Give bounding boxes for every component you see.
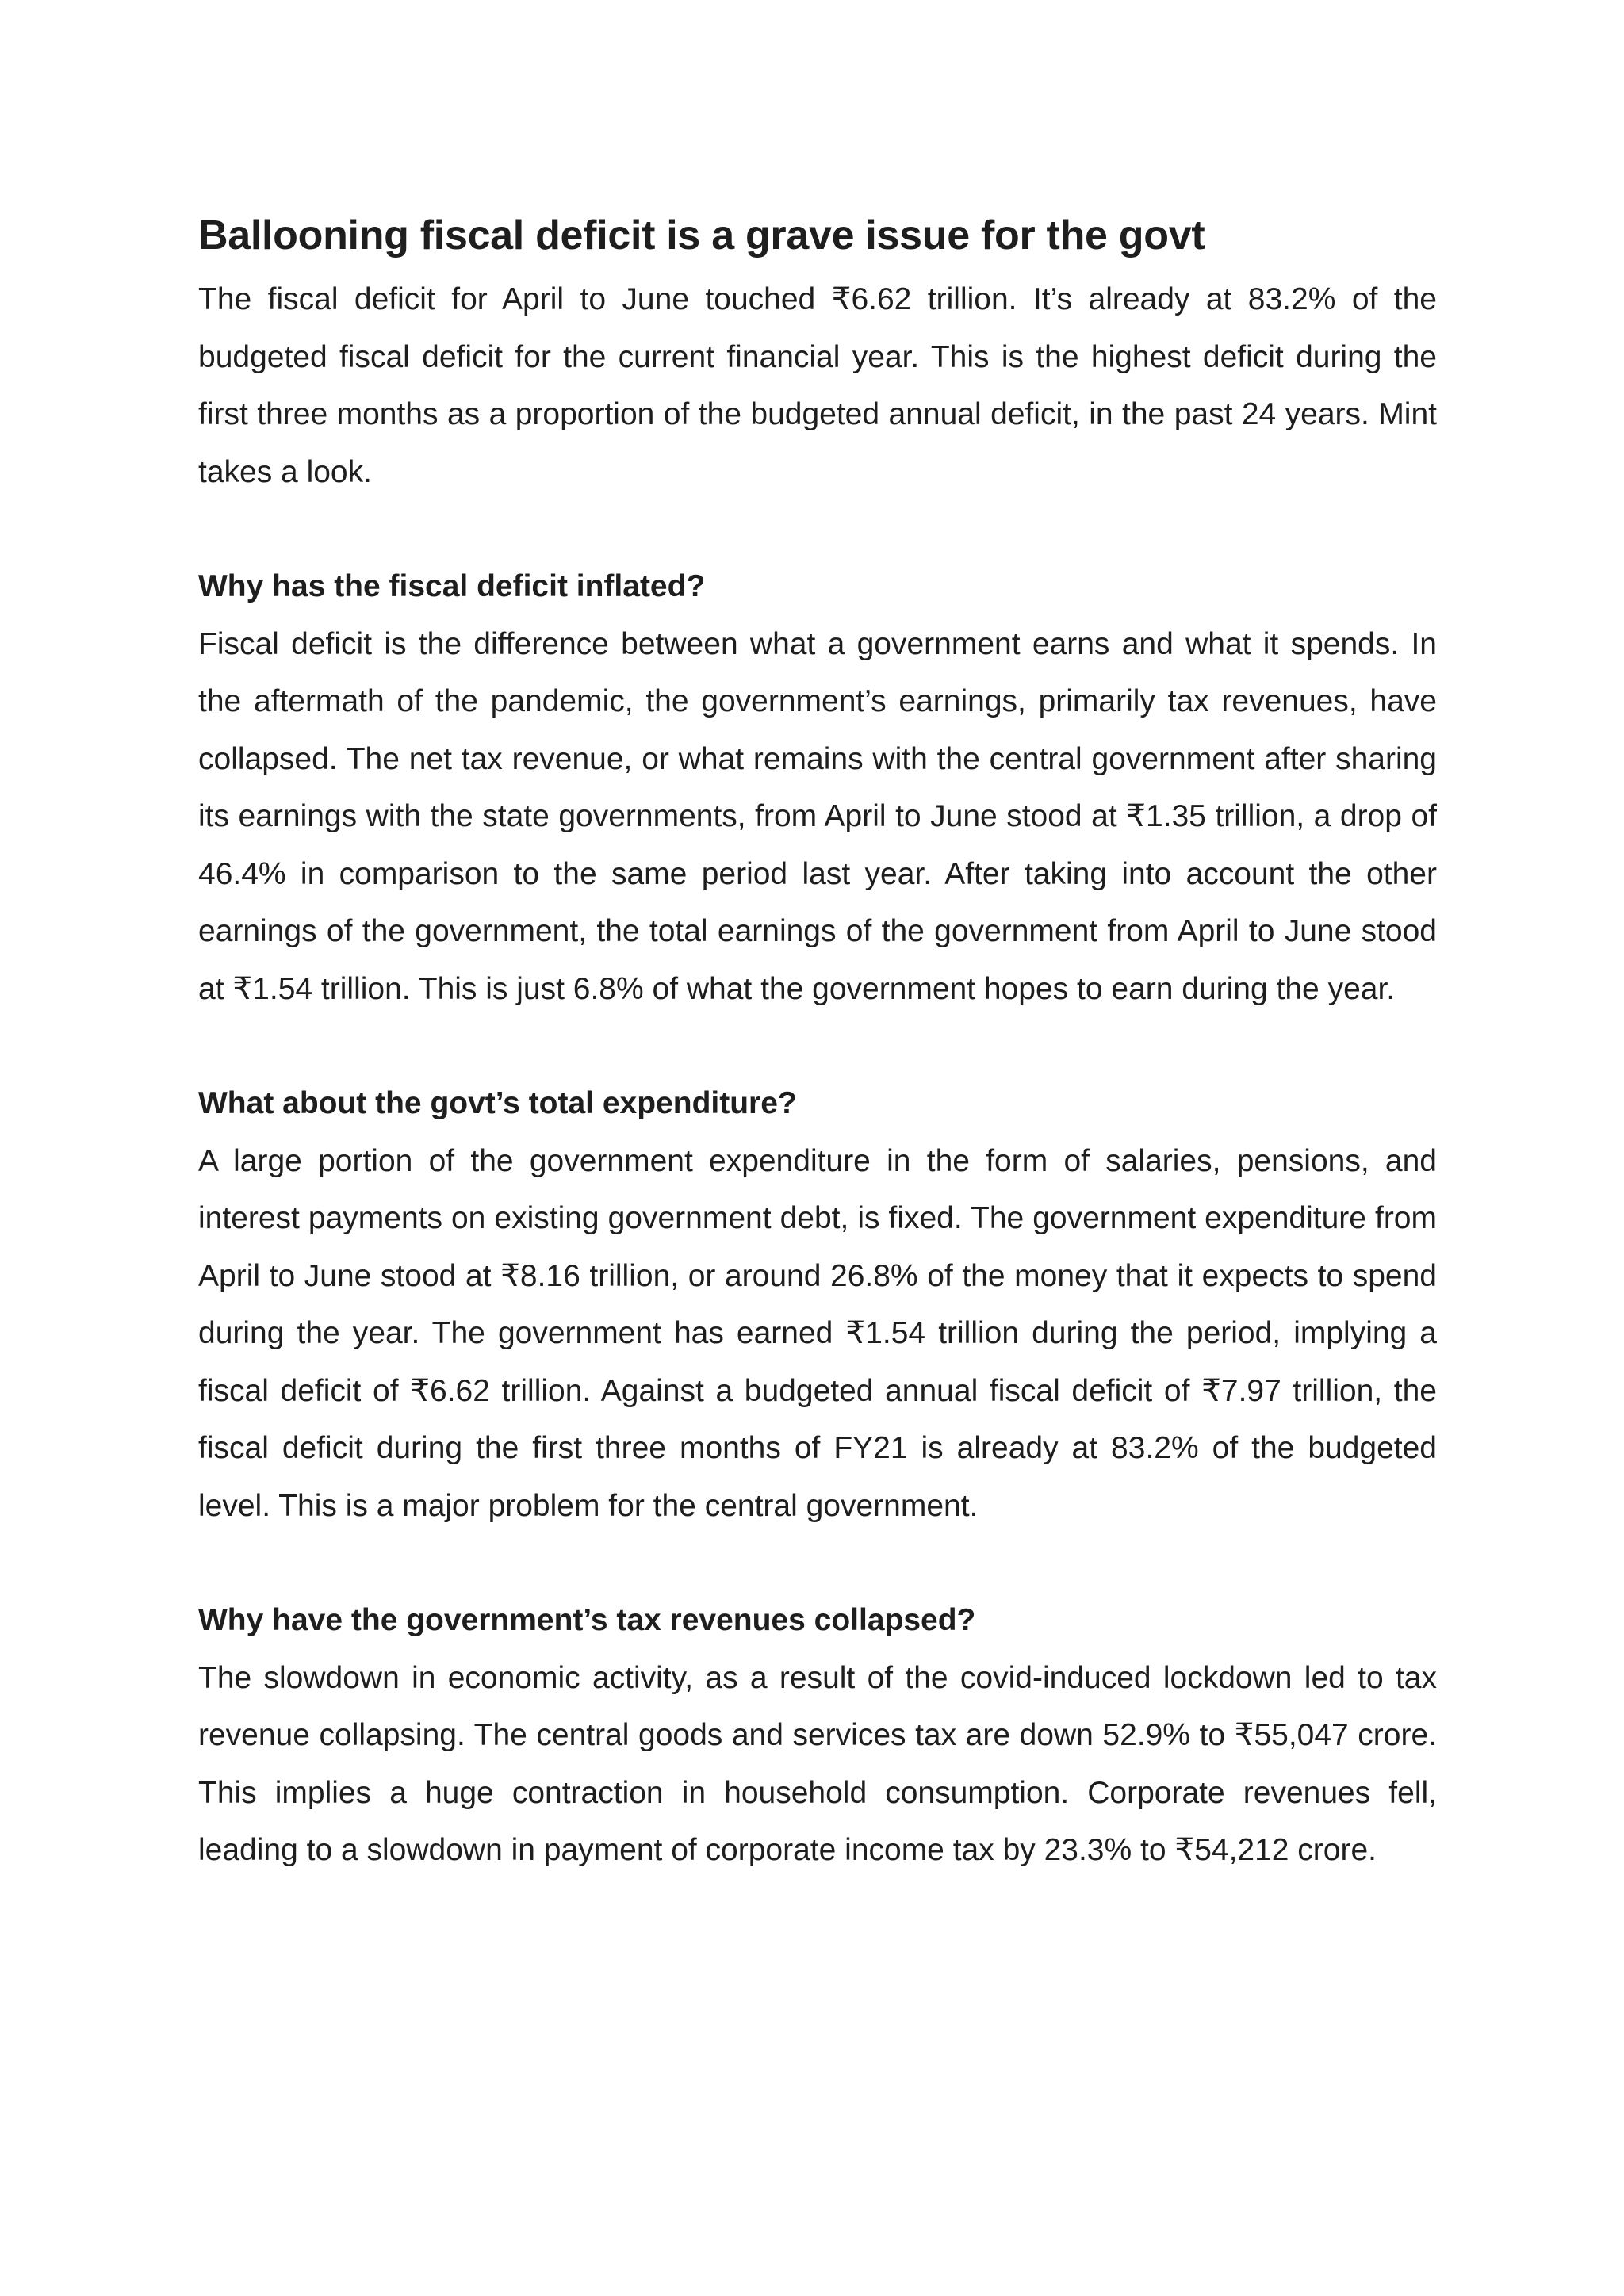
article-intro: The fiscal deficit for April to June touched ₹6.62 trillion. It’s already at 83.2% of the budgeted fiscal deficit for the current financial year. This is the highest deficit during the first three months as a proportion of the budgeted annual deficit, in the past 24 years. Mint takes a look. (198, 282, 1437, 489)
section-spacer (198, 1535, 1437, 1592)
section-tax-revenues (198, 1592, 1437, 1880)
section-body: A large portion of the government expenditure in the form of salaries, pensions, and interest payments on existing government debt, is fixed. The government expenditure from April to June stood at ₹8.16 trillion, or around 26.8% of the money that it expects to spend during the year. The government has earned ₹1.54 trillion during the period, implying a fiscal deficit of ₹6.62 trillion. Against a budgeted annual fiscal deficit of ₹7.97 trillion, the fiscal deficit during the first three months of FY21 is already at 83.2% of the budgeted level. This is a major problem for the central government. (198, 1143, 1437, 1523)
article (198, 208, 1437, 1880)
section-fiscal-deficit (198, 558, 1437, 1018)
section-heading: What about the govt’s total expenditure? (198, 1086, 797, 1120)
section-spacer (198, 1018, 1437, 1075)
section-heading: Why has the fiscal deficit inflated? (198, 569, 706, 603)
section-body: The slowdown in economic activity, as a result of the covid-induced lockdown led to tax revenue collapsing. The central goods and services tax are down 52.9% to ₹55,047 crore. This implies a huge contraction in household consumption. Corporate revenues fell, leading to a slowdown in payment of corporate income tax by 23.3% to ₹54,212 crore. (198, 1660, 1437, 1867)
article-title: Ballooning fiscal deficit is a grave issue for the govt (198, 212, 1205, 258)
section-spacer (198, 501, 1437, 558)
section-heading: Why have the government’s tax revenues collapsed? (198, 1603, 976, 1637)
section-total-expenditure (198, 1075, 1437, 1535)
section-body: Fiscal deficit is the difference between what a government earns and what it spends. In the aftermath of the pandemic, the government’s earnings, primarily tax revenues, have collapsed. The net tax revenue, or what remains with the central government after sharing its earnings with the state governments, from April to June stood at ₹1.35 trillion, a drop of 46.4% in comparison to the same period last year. After taking into account the other earnings of the government, the total earnings of the government from April to June stood at ₹1.54 trillion. This is just 6.8% of what the government hopes to earn during the year. (198, 626, 1437, 1006)
